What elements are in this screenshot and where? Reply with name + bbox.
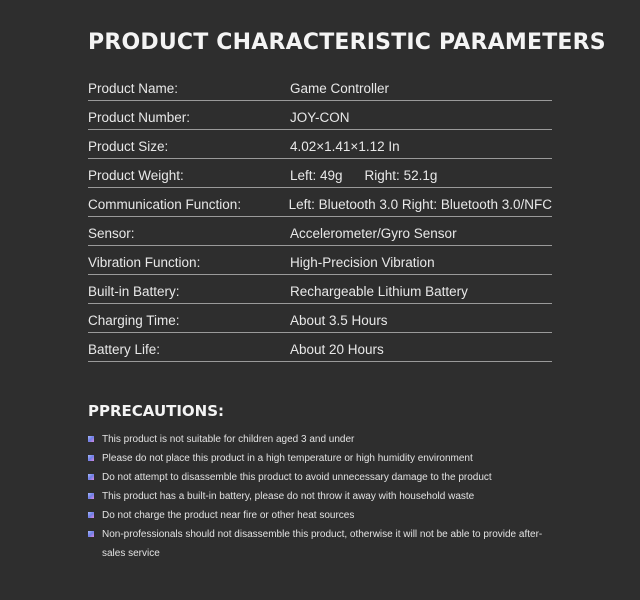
spec-label: Product Name: <box>88 81 179 96</box>
bullet-icon <box>88 531 94 537</box>
bullet-icon <box>88 512 94 518</box>
spec-label: Battery Life: <box>88 342 161 357</box>
spec-value: 4.02×1.41×1.12 In <box>290 139 400 154</box>
spec-value: Game Controller <box>290 81 390 96</box>
list-item <box>88 430 558 449</box>
spec-row <box>88 246 552 275</box>
spec-label: Product Weight: <box>88 168 184 183</box>
spec-value: Rechargeable Lithium Battery <box>290 284 468 299</box>
precaution-text: This product is not suitable for children aged 3 and under <box>102 434 355 445</box>
spec-row <box>88 275 552 304</box>
spec-label: Vibration Function: <box>88 255 201 270</box>
list-item <box>88 449 558 468</box>
spec-label: Charging Time: <box>88 313 180 328</box>
spec-value: Left: Bluetooth 3.0 Right: Bluetooth 3.0/NFC <box>288 197 552 212</box>
spec-value: JOY-CON <box>290 110 350 125</box>
bullet-icon <box>88 455 94 461</box>
bullet-icon <box>88 493 94 499</box>
spec-label: Built-in Battery: <box>88 284 180 299</box>
precaution-text: Do not charge the product near fire or other heat sources <box>102 510 355 521</box>
list-item <box>88 487 558 506</box>
weight-left: Left: 49g <box>290 168 343 183</box>
precaution-text: Non-professionals should not disassemble this product, otherwise it will not be able to provide after-sales service <box>102 529 543 559</box>
spec-row <box>88 159 552 188</box>
precaution-text: This product has a built-in battery, please do not throw it away with household waste <box>102 491 475 502</box>
bullet-icon <box>88 436 94 442</box>
spec-row <box>88 101 552 130</box>
spec-row <box>88 304 552 333</box>
spec-row <box>88 217 552 246</box>
precaution-text: Please do not place this product in a high temperature or high humidity environment <box>102 453 473 464</box>
page-title: PRODUCT CHARACTERISTIC PARAMETERS <box>88 30 606 55</box>
bullet-icon <box>88 474 94 480</box>
weight-right: Right: 52.1g <box>364 168 438 183</box>
spec-row <box>88 72 552 101</box>
spec-value-weight <box>290 168 437 183</box>
spec-table <box>88 72 552 362</box>
spec-row <box>88 188 552 217</box>
precautions-list <box>88 430 558 563</box>
spec-label: Product Number: <box>88 110 191 125</box>
spec-label: Sensor: <box>88 226 135 241</box>
spec-row <box>88 333 552 362</box>
spec-value: High-Precision Vibration <box>290 255 435 270</box>
spec-value: About 20 Hours <box>290 342 384 357</box>
precautions-title: PPRECAUTIONS: <box>88 402 225 420</box>
spec-row <box>88 130 552 159</box>
spec-label: Product Size: <box>88 139 169 154</box>
list-item <box>88 506 558 525</box>
spec-label: Communication Function: <box>88 197 242 212</box>
precaution-text: Do not attempt to disassemble this product to avoid unnecessary damage to the product <box>102 472 492 483</box>
list-item <box>88 468 558 487</box>
spec-value: About 3.5 Hours <box>290 313 388 328</box>
list-item <box>88 525 558 563</box>
spec-value: Accelerometer/Gyro Sensor <box>290 226 457 241</box>
